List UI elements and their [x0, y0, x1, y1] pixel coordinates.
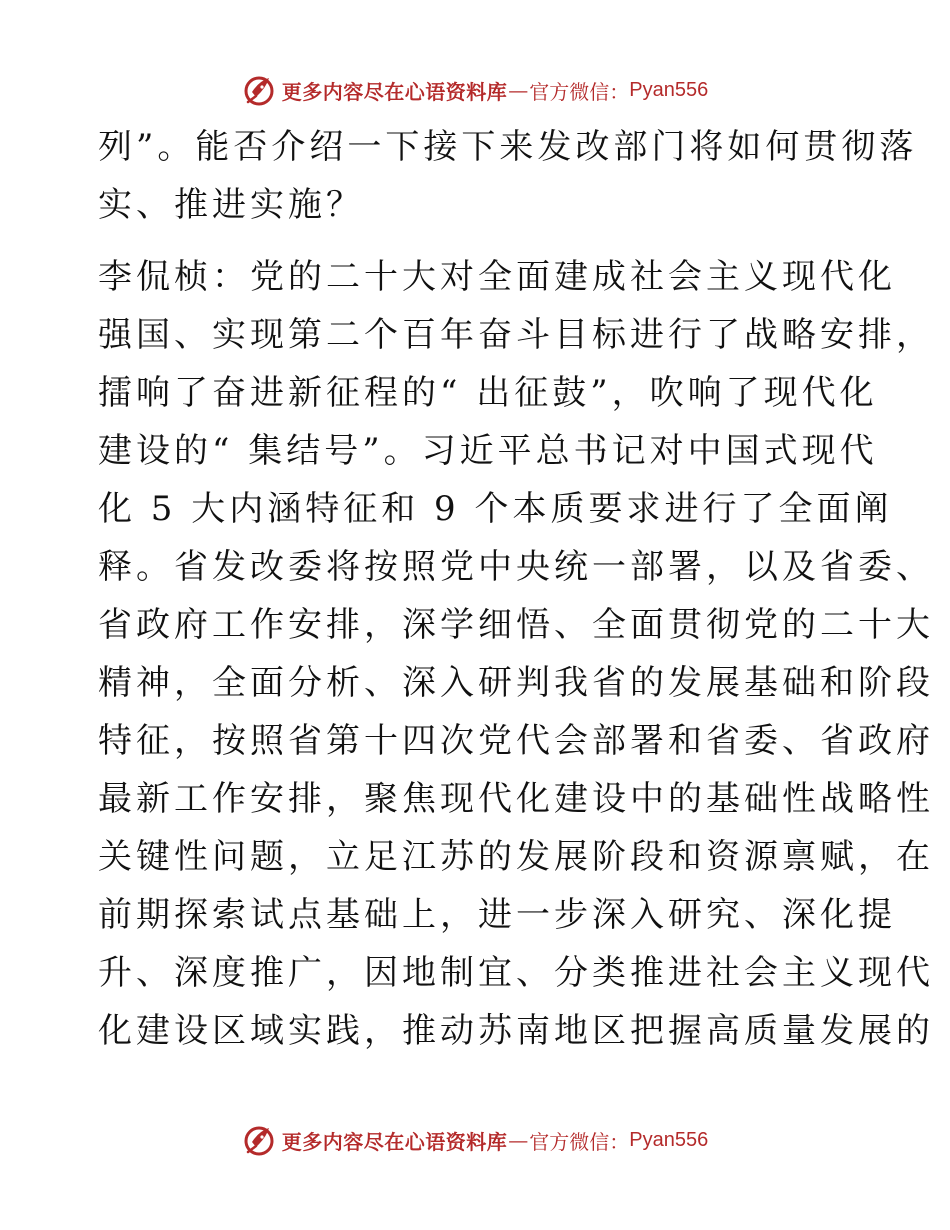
- pen-logo-icon: [242, 72, 278, 108]
- text-line: 关键性问题，立足江苏的发展阶段和资源禀赋，在: [98, 837, 934, 877]
- text-line: 擂响了奋进新征程的“ 出征鼓”，吹响了现代化: [98, 373, 878, 413]
- text-line: 特征，按照省第十四次党代会部署和省委、省政府: [98, 721, 934, 761]
- header-watermark: [0, 68, 950, 112]
- pen-logo-icon: [242, 1122, 278, 1158]
- watermark-brand: 更多内容尽在心语资料库: [281, 1129, 508, 1154]
- watermark-contact-label: 官方微信：: [529, 1129, 630, 1154]
- text-line: 省政府工作安排，深学细悟、全面贯彻党的二十大: [98, 605, 934, 645]
- watermark-handle: Pyan556: [629, 78, 709, 101]
- answer-paragraph: [98, 248, 934, 1060]
- text-line: 释。省发改委将按照党中央统一部署，以及省委、: [98, 547, 934, 587]
- text-line: 精神，全面分析、深入研判我省的发展基础和阶段: [98, 663, 934, 703]
- footer-watermark: [0, 1118, 950, 1162]
- text-line: 化建设区域实践，推动苏南地区把握高质量发展的: [98, 1011, 934, 1051]
- text-line: 李侃桢：党的二十大对全面建成社会主义现代化: [98, 257, 896, 297]
- text-line: 列”。能否介绍一下接下来发改部门将如何贯彻落: [98, 127, 918, 167]
- watermark-brand: 更多内容尽在心语资料库: [281, 79, 508, 104]
- text-line: 强国、实现第二个百年奋斗目标进行了战略安排，: [98, 315, 934, 355]
- watermark-handle: Pyan556: [629, 1128, 709, 1151]
- watermark-dash: —: [508, 78, 529, 102]
- text-line: 升、深度推广，因地制宜、分类推进社会主义现代: [98, 953, 934, 993]
- watermark-contact-label: 官方微信：: [529, 79, 630, 104]
- text-line: 化 5 大内涵特征和 9 个本质要求进行了全面阐: [98, 489, 893, 529]
- watermark-dash: —: [508, 1128, 529, 1152]
- text-line: 最新工作安排，聚焦现代化建设中的基础性战略性: [98, 779, 934, 819]
- text-line: 实、推进实施？: [98, 185, 364, 225]
- question-paragraph: [98, 118, 918, 234]
- text-line: 前期探索试点基础上，进一步深入研究、深化提: [98, 895, 896, 935]
- text-line: 建设的“ 集结号”。习近平总书记对中国式现代: [98, 431, 878, 471]
